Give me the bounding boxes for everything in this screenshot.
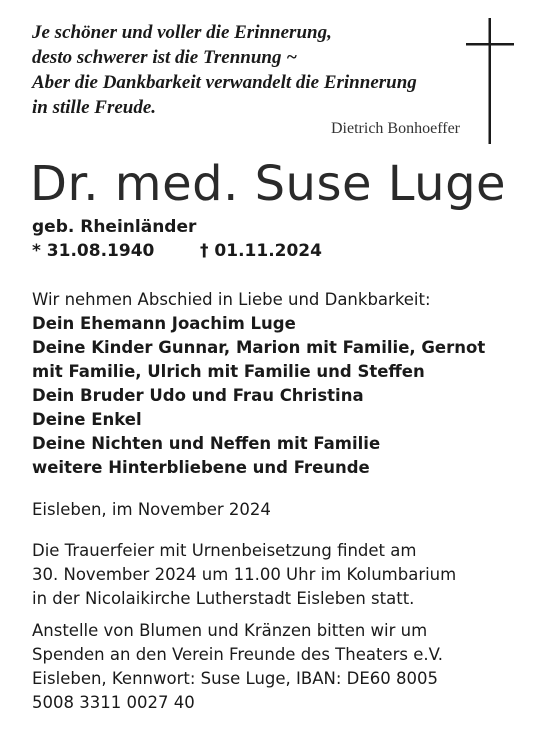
cross-icon <box>466 18 514 144</box>
quote-line: Je schöner und voller die Erinnerung, <box>32 22 332 43</box>
family-list <box>32 312 522 480</box>
family-line: weitere Hinterbliebene und Freunde <box>32 458 370 477</box>
quote-author: Dietrich Bonhoeffer <box>331 120 460 137</box>
death-date: † 01.11.2024 <box>200 241 322 261</box>
family-line: Dein Bruder Udo und Frau Christina <box>32 386 364 405</box>
donation-line: 5008 3311 0027 40 <box>32 693 195 712</box>
deceased-name: Dr. med. Suse Luge <box>30 156 507 212</box>
service-line: 30. November 2024 um 11.00 Uhr im Kolumbarium <box>32 565 457 584</box>
quote-line: Aber die Dankbarkeit verwandelt die Erinnerung <box>32 72 417 93</box>
donation-line: Spenden an den Verein Freunde des Theaters e.V. <box>32 645 444 664</box>
birth-date: * 31.08.1940 <box>32 241 155 261</box>
family-line: Deine Kinder Gunnar, Marion mit Familie, Gernot <box>32 338 486 357</box>
service-info <box>32 539 522 611</box>
family-line: Deine Enkel <box>32 410 142 429</box>
donation-info <box>32 619 522 715</box>
family-line: Dein Ehemann Joachim Luge <box>32 314 296 333</box>
donation-line: Eisleben, Kennwort: Suse Luge, IBAN: DE60 8005 <box>32 669 439 688</box>
farewell-intro: Wir nehmen Abschied in Liebe und Dankbarkeit: <box>32 290 431 309</box>
family-line: Deine Nichten und Neffen mit Familie <box>32 434 381 453</box>
birth-name: geb. Rheinländer <box>32 217 197 237</box>
service-line: in der Nicolaikirche Lutherstadt Eisleben statt. <box>32 589 415 608</box>
service-line: Die Trauerfeier mit Urnenbeisetzung findet am <box>32 541 417 560</box>
family-line: mit Familie, Ulrich mit Familie und Steffen <box>32 362 425 381</box>
place-date: Eisleben, im November 2024 <box>32 500 271 519</box>
quote-line: in stille Freude. <box>32 97 157 118</box>
quote-line: desto schwerer ist die Trennung ~ <box>32 47 298 68</box>
donation-line: Anstelle von Blumen und Kränzen bitten wir um <box>32 621 428 640</box>
quote <box>32 20 462 120</box>
